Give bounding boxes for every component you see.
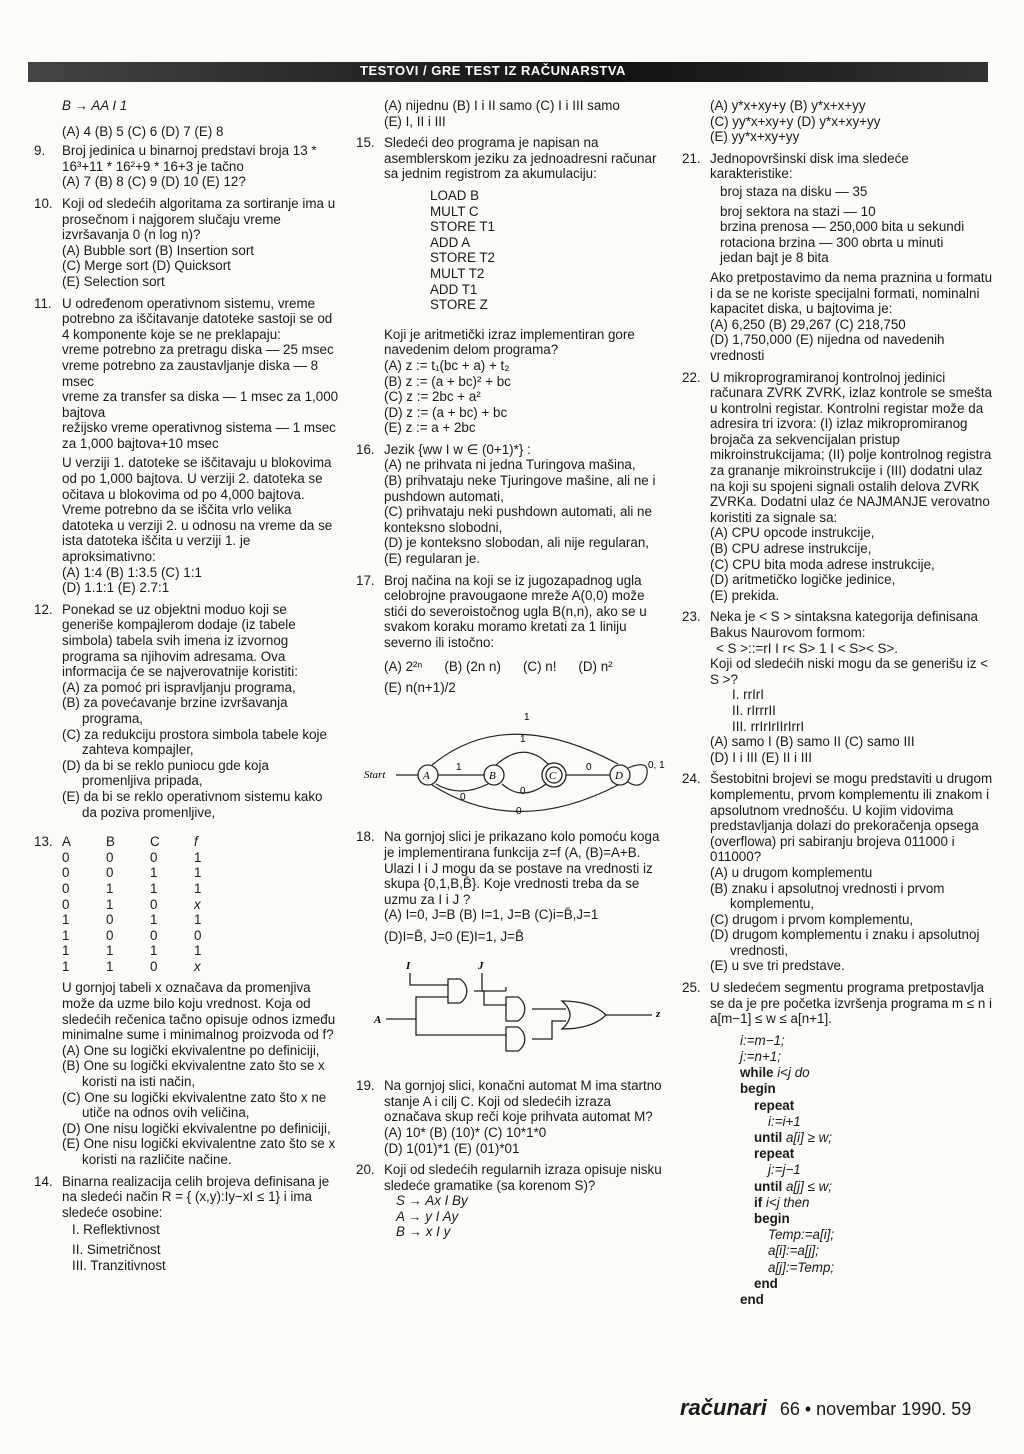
column-3 xyxy=(682,98,994,1314)
option: (C) n! xyxy=(522,658,557,674)
question-text: U gornjoj tabeli x označava da promenjiva može da uzme bilo koju vrednost. Koja od sledećih rečenica tačno opisuje odnos između minimalne sume i minimalnog proizvoda od f? xyxy=(62,980,336,1043)
table-cell: 1 xyxy=(194,865,202,881)
table-cell: 1 xyxy=(150,943,158,959)
list-item: vreme potrebno za zaustavljanje diska — 8 msec xyxy=(62,357,319,389)
question-number: 18. xyxy=(356,829,375,845)
option: (D) je konteksno slobodan, ali nije regularan, xyxy=(384,535,649,551)
edge-label: 0 xyxy=(516,805,522,817)
wire xyxy=(482,973,506,991)
table-cell: 0 xyxy=(106,849,114,865)
table-cell: 0 xyxy=(194,927,202,943)
list-item: broj sektora na stazi — 10 xyxy=(720,203,876,219)
output-label-z: z xyxy=(656,1007,661,1020)
column-1 xyxy=(34,98,340,1279)
table-row xyxy=(62,959,238,975)
code-line: LOAD B xyxy=(430,187,480,203)
table-row xyxy=(62,943,238,959)
or-gate xyxy=(562,1001,606,1029)
table-cell: 1 xyxy=(106,880,114,896)
question-text-2: U verziji 1. datoteke se iščitavaju u blokovima od po 1,000 bajtova. U verziji 2. datoteka se očitava u blokovima od po 4,000 bajtova. Vreme potrebno da se iščita vrlo velika datoteka u verziji 2. u odnosu na vreme da se ista datoteka iščita u verziji 1. je aproksimativno: xyxy=(62,455,333,565)
table-cell: 1 xyxy=(150,865,158,881)
question-number: 17. xyxy=(356,572,375,588)
table-cell: 1 xyxy=(194,943,202,959)
table-cell: 0 xyxy=(150,958,158,974)
option: (B) prihvataju neke Tjuringove mašine, ali ne i pushdown automati, xyxy=(384,473,656,504)
wire xyxy=(474,991,506,1005)
wire xyxy=(416,1019,506,1035)
top-options: (A) 4 (B) 5 (C) 6 (D) 7 (E) 8 xyxy=(62,123,224,139)
option: (B) One su logički ekvivalentne zato što se x koristi na isti način, xyxy=(62,1058,325,1090)
code-line: Temp:=a[i]; xyxy=(768,1227,835,1243)
list-item: režijsko vreme operativnog sistema — 1 msec za 1,000 bajtova+10 msec xyxy=(62,420,336,451)
option: (E) da bi se reklo operativnom sistemu kako da poziva promenljive, xyxy=(62,788,323,820)
grammar-rule: S → Ax I By xyxy=(396,1193,468,1209)
table-cell: 1 xyxy=(62,912,70,928)
option: (D) I i III (E) II i III xyxy=(710,749,812,765)
question-options: (A) 7 (B) 8 (C) 9 (D) 10 (E) 12? xyxy=(62,174,246,190)
wire xyxy=(386,997,448,1019)
question-number: 11. xyxy=(34,295,52,311)
code-line: end xyxy=(754,1275,778,1291)
option: (C) Merge sort (D) Quicksort xyxy=(62,258,231,274)
option: (E) regularan je. xyxy=(384,551,481,567)
option: (E) prekida. xyxy=(710,587,780,603)
question-23 xyxy=(682,609,994,765)
question-number: 25. xyxy=(682,980,701,996)
logic-circuit-diagram xyxy=(356,957,666,1067)
question-19 xyxy=(356,1078,666,1156)
table-cell: 1 xyxy=(106,943,114,959)
question-number: 23. xyxy=(682,609,701,625)
table-cell: 0 xyxy=(62,896,70,912)
edge-label: 0, 1 xyxy=(648,759,665,771)
question-text: U mikroprogramiranoj kontrolnoj jedinici računara ZVRK ZVRK, izlaz kontrole se smešta u kontrolni registar. Kontrolni registar može da adresira tri izvora: (I) izlaz mikropromiranog brojača za sekvencijalan pristup mikroinstrukcijama; (II) polje kontrolnog registra za grananje mikroinstrukcije i (III) dodatni ulaz na koji su spojeni signali ostalih delova ZVRK ZVRKa. Dodatni ulaz će NAJMANJE verovatno koristiti za signale sa: xyxy=(710,369,993,525)
question-text: Koji od sledećih regularnih izraza opisuje nisku sledeće gramatike (sa korenom S)? xyxy=(384,1162,662,1193)
start-label: Start xyxy=(364,768,386,781)
edge-label: 0 xyxy=(520,785,526,797)
code-line: begin xyxy=(740,1081,776,1097)
option-row xyxy=(384,659,666,675)
assembly-code xyxy=(384,188,666,313)
page-footer xyxy=(680,1395,972,1420)
question-text: Sledeći deo programa je napisan na asemblerskom jeziku za jednoadresni računar sa jednim registrom za akumulaciju: xyxy=(384,135,657,182)
list-item: I. Reflektivnost xyxy=(72,1222,160,1238)
question-text: Na gornjoj slici, konačni automat M ima startno stanje A i cilj C. Koji od sledećih izraza označava skup reči koje prihvata automat M? xyxy=(384,1078,662,1125)
list-item: brzina prenosa — 250,000 bita u sekundi xyxy=(720,219,965,235)
wire xyxy=(532,1021,566,1039)
and-gate-2 xyxy=(506,997,525,1021)
option: (E) Selection sort xyxy=(62,273,165,289)
question-text-2: Koji od sledećih niski mogu da se generišu iz < S >? xyxy=(710,656,989,687)
list-item: rotaciona brzina — 300 obrta u minuti xyxy=(720,234,944,250)
grammar-rule: A → y I Ay xyxy=(396,1208,459,1224)
option: (D)I=B̄, J=0 (E)I=1, J=B̄ xyxy=(384,928,524,944)
code-line: a[j]:=Temp; xyxy=(768,1259,835,1275)
code-line: ADD T1 xyxy=(430,281,478,297)
code-line: STORE T1 xyxy=(430,219,495,235)
option: (B) za povećavanje brzine izvršavanja programa, xyxy=(62,695,288,726)
question-text: Broj jedinica u binarnoj predstavi broja 13 * 16³+11 * 16²+9 * 16+3 je tačno xyxy=(62,143,317,174)
list-item: III. Tranzitivnost xyxy=(72,1257,166,1273)
table-cell: 0 xyxy=(106,927,114,943)
and-gate-3 xyxy=(506,1027,525,1051)
option: (A) Bubble sort (B) Insertion sort xyxy=(62,242,255,258)
option: (A) I=0, J=B (B) I=1, J=B (C)i=B̄,J=1 xyxy=(384,907,599,923)
question-number: 15. xyxy=(356,135,375,151)
table-cell: 0 xyxy=(150,849,158,865)
option: (D) 1.1:1 (E) 2.7:1 xyxy=(62,580,170,596)
option: (B) z := (a + bc)² + bc xyxy=(384,373,511,389)
question-number: 9. xyxy=(34,143,46,159)
magazine-logo: računari xyxy=(680,1395,767,1420)
option: (A) za pomoć pri ispravljanju programa, xyxy=(62,679,296,695)
list-item: broj staza na disku — 35 xyxy=(720,183,868,199)
option: (A) CPU opcode instrukcije, xyxy=(710,525,875,541)
question-14 xyxy=(34,1174,340,1274)
code-line: j:=j−1 xyxy=(768,1162,801,1178)
option: (A) ne prihvata ni jedna Turingova mašina, xyxy=(384,457,636,473)
table-cell: 1 xyxy=(194,849,202,865)
input-label-i: I xyxy=(406,959,411,972)
option: (A) samo I (B) samo II (C) samo III xyxy=(710,734,915,750)
option: (D) One nisu logički ekvivalentne po definiciji, xyxy=(62,1120,331,1136)
option: (A) 10* (B) (10)* (C) 10*1*0 xyxy=(384,1124,547,1140)
question-text: Broj načina na koji se iz jugozapadnog ugla celobrojne pravougaone mreže A(0,0) može stići do severoistočnog ugla B(n,n), ako se u svakom koraku moramo kretati za 1 liniju severno ili istočno: xyxy=(384,572,647,650)
question-20 xyxy=(356,1162,666,1240)
edge-label: 1 xyxy=(524,711,530,723)
code-line: ADD A xyxy=(430,234,471,250)
table-row xyxy=(62,912,238,928)
list-item: II. rIrrrII xyxy=(732,702,776,718)
option: (A) One su logički ekvivalentne po definiciji, xyxy=(62,1042,320,1058)
code-line: end xyxy=(740,1292,764,1308)
table-row xyxy=(62,850,238,866)
table-cell: 1 xyxy=(106,896,114,912)
top-option: (C) yy*x+xy+y (D) y*x+xy+yy xyxy=(710,113,881,129)
question-number: 22. xyxy=(682,369,701,385)
question-number: 13. xyxy=(34,834,53,850)
question-number: 12. xyxy=(34,601,53,617)
table-header: C xyxy=(150,834,160,850)
question-12 xyxy=(34,602,340,820)
question-number: 19. xyxy=(356,1078,375,1094)
question-text: Jednopovršinski disk ima sledeće karakteristike: xyxy=(710,150,909,182)
top-option: (E) yy*x+xy+yy xyxy=(710,129,800,145)
question-text: Binarna realizacija celih brojeva definisana je na sledeći način R = { (x,y):Iy−xI ≤ 1} i ima sledeće osobine: xyxy=(62,1173,330,1220)
bnf-rule: < S >::=rI I r< S> 1 I < S>< S>. xyxy=(716,640,898,656)
table-row xyxy=(62,928,238,944)
question-11 xyxy=(34,296,340,596)
code-line: STORE T2 xyxy=(430,250,495,266)
table-cell: 0 xyxy=(150,927,158,943)
question-number: 16. xyxy=(356,441,375,457)
question-text: Jezik {ww I w ∈ (0+1)*} : xyxy=(384,441,531,457)
option: (D) da bi se reklo puniocu gde koja promenljiva pripada, xyxy=(62,757,269,789)
code-line: begin xyxy=(754,1211,790,1227)
top-expression: B → AA I 1 xyxy=(62,98,128,113)
list-item: I. rrIrI xyxy=(732,687,764,703)
option: (C) z := 2bc + a² xyxy=(384,389,481,405)
option: (D) 1(01)*1 (E) (01)*01 xyxy=(384,1140,520,1156)
option: (C) CPU bita moda adrese instrukcije, xyxy=(710,556,935,572)
option: (D) drugom komplementu i znaku i apsolutnoj vrednosti, xyxy=(710,927,980,958)
question-text: U sledećem segmentu programa pretpostavlja se da je pre početka izvršenja programa m ≤ n i a[m−1] ≤ w ≤ a[n+1]. xyxy=(710,980,992,1027)
question-text: Na gornjoj slici je prikazano kolo pomoću koga je implementirana funkcija z=f (A, (B)=A+B. Ulazi I i J mogu da se postave na vrednosti iz skupa {0,1,B,B̄}. Koje vrednosti treba da se uzmu za I i J ? xyxy=(384,829,660,907)
table-cell: 0 xyxy=(106,912,114,928)
question-25 xyxy=(682,980,994,1308)
question-16 xyxy=(356,442,666,567)
table-row xyxy=(62,897,238,913)
question-number: 10. xyxy=(34,195,53,211)
option: (C) drugom i prvom komplementu, xyxy=(710,911,914,927)
code-line: a[i]:=a[j]; xyxy=(768,1243,819,1259)
table-cell: 0 xyxy=(62,880,70,896)
table-cell: 0 xyxy=(62,849,70,865)
pascal-code xyxy=(710,1033,994,1308)
code-line: i:=m−1; xyxy=(740,1032,785,1048)
edge-label: 1 xyxy=(456,761,462,773)
truth-table xyxy=(62,834,238,974)
option: (D) n² xyxy=(578,658,613,674)
top-option: (E) I, II i III xyxy=(384,113,446,129)
table-cell: 1 xyxy=(62,943,70,959)
state-d-label: D xyxy=(615,769,623,782)
code-line: STORE Z xyxy=(430,297,488,313)
table-cell: 0 xyxy=(106,865,114,881)
code-line: until a[j] ≤ w; xyxy=(754,1178,833,1194)
top-option: (A) nijednu (B) I i II samo (C) I i III samo xyxy=(384,98,620,113)
option: (A) u drugom komplementu xyxy=(710,864,873,880)
question-text-2: Koji je aritmetički izraz implementiran gore navedenim delom programa? xyxy=(384,326,635,358)
option: (E) One nisu logički ekvivalentne zato što se x koristi na različite načine. xyxy=(62,1136,336,1167)
code-line: MULT C xyxy=(430,203,479,219)
code-line: while i<j do xyxy=(740,1065,810,1081)
option: (C) za redukciju prostora simbola tabele koje zahteva kompajler, xyxy=(62,726,327,758)
question-9 xyxy=(34,143,340,190)
question-number: 20. xyxy=(356,1162,375,1178)
question-number: 14. xyxy=(34,1173,53,1189)
table-header: A xyxy=(62,834,71,850)
question-21 xyxy=(682,151,994,364)
table-cell: 1 xyxy=(62,927,70,943)
question-17 xyxy=(356,573,666,696)
table-cell: x xyxy=(194,958,201,974)
option: (A) 2²ⁿ xyxy=(384,658,423,674)
issue-and-page: 66 • novembar 1990. 59 xyxy=(779,1399,972,1419)
edge-b-a xyxy=(436,784,488,791)
code-line: MULT T2 xyxy=(430,265,485,281)
state-b-label: B xyxy=(489,769,496,782)
question-text: Ponekad se uz objektni moduo koji se generiše kompajlerom dodaje (iz tabele simbola) tabela svih imena iz izvornog programa sa njihovim adresama. Ova informacija će se najverovatnije koristiti: xyxy=(62,601,298,680)
code-line: repeat xyxy=(754,1146,795,1162)
question-text: Šestobitni brojevi se mogu predstaviti u drugom komplementu, prvom komplementu ili znakom i apsolutnom vrednošću. U kojim vidovima predstavljanja dolazi do prekoračenja opsega (overflowa) pri sabiranju brojeva 011000 i 011000? xyxy=(710,771,993,865)
input-label-j: J xyxy=(478,959,484,972)
state-a-label: A xyxy=(423,769,430,782)
question-10 xyxy=(34,196,340,290)
list-item: III. rrIrIrIIrIrrI xyxy=(732,718,805,734)
option: (D) aritmetičko logičke jedinice, xyxy=(710,572,896,588)
list-item: jedan bajt je 8 bita xyxy=(720,250,829,266)
automaton-diagram xyxy=(356,708,666,818)
option: (A) 6,250 (B) 29,267 (C) 218,750 xyxy=(710,316,906,332)
option: (B) CPU adrese instrukcije, xyxy=(710,541,872,557)
table-cell: 1 xyxy=(150,880,158,896)
table-row xyxy=(62,881,238,897)
option: (C) One su logički ekvivalentne zato što x ne utiče na odnos ovih veličina, xyxy=(62,1089,327,1121)
header-title: TESTOVI / GRE TEST IZ RAČUNARSTVA xyxy=(360,63,626,78)
option: (E) z := a + 2bc xyxy=(384,420,476,436)
table-cell: 1 xyxy=(194,880,202,896)
option: (A) z := t₁(bc + a) + t₂ xyxy=(384,357,510,373)
self-loop-d xyxy=(628,764,647,785)
option: (A) 1:4 (B) 1:3.5 (C) 1:1 xyxy=(62,564,202,580)
question-15 xyxy=(356,135,666,436)
question-24 xyxy=(682,771,994,974)
input-label-a: A xyxy=(374,1013,382,1026)
question-text-2: Ako pretpostavimo da nema praznina u formatu i da se ne koriste specijalni formati, nominalni kapacitet diska, u bajtovima je: xyxy=(710,269,993,317)
edge-label: 0 xyxy=(460,791,466,803)
edge-b-c-top xyxy=(496,752,548,765)
question-18 xyxy=(356,829,666,944)
code-line: j:=n+1; xyxy=(740,1049,781,1065)
table-cell: 1 xyxy=(150,912,158,928)
column-2 xyxy=(356,98,666,1246)
option: (E) n(n+1)/2 xyxy=(384,680,456,696)
option: (D) 1,750,000 (E) nijedna od navedenih vrednosti xyxy=(710,332,945,363)
table-cell: 1 xyxy=(194,912,202,928)
wire xyxy=(410,973,448,985)
code-line: if i<j then xyxy=(754,1194,810,1210)
question-13 xyxy=(34,834,340,1167)
edge-label: 1 xyxy=(520,733,526,745)
table-row xyxy=(62,865,238,881)
code-line: repeat xyxy=(754,1097,795,1113)
top-option: (A) y*x+xy+y (B) y*x+x+yy xyxy=(710,98,866,113)
table-cell: x xyxy=(194,896,201,912)
table-cell: 0 xyxy=(150,896,158,912)
code-line: until a[i] ≥ w; xyxy=(754,1130,833,1146)
question-number: 24. xyxy=(682,771,701,787)
edge-label: 0 xyxy=(586,761,592,773)
state-c-label: C xyxy=(549,769,557,782)
table-cell: 0 xyxy=(62,865,70,881)
option: (E) u sve tri predstave. xyxy=(710,958,845,974)
option: (D) z := (a + bc) + bc xyxy=(384,404,508,420)
list-item: vreme potrebno za pretragu diska — 25 msec xyxy=(62,342,334,358)
table-header: B xyxy=(106,834,115,850)
option: (B) znaku i apsolutnoj vrednosti i prvom komplementu, xyxy=(710,880,945,912)
question-22 xyxy=(682,370,994,604)
question-number: 21. xyxy=(682,150,701,166)
table-cell: 1 xyxy=(62,958,70,974)
grammar-rule: B → x I y xyxy=(396,1224,451,1240)
table-header: f xyxy=(194,834,198,850)
question-text: Koji od sledećih algoritama za sortiranje ima u prosečnom i najgorem slučaju vreme izvršavanja 0 (n log n)? xyxy=(62,195,336,243)
list-item: vreme za transfer sa diska — 1 msec za 1,000 bajtova xyxy=(62,389,339,420)
and-gate-1 xyxy=(448,979,467,1003)
code-line: i:=i+1 xyxy=(768,1113,801,1129)
list-item: II. Simetričnost xyxy=(72,1241,161,1257)
option: (C) prihvataju neki pushdown automati, ali ne konteksno slobodni, xyxy=(384,504,652,535)
table-cell: 1 xyxy=(106,958,114,974)
question-text: U određenom operativnom sistemu, vreme potrebno za iščitavanje datoteke sastoji se od 4 komponente koje se ne preklapaju: xyxy=(62,295,333,342)
option: (B) (2n n) xyxy=(444,658,501,674)
question-text: Neka je < S > sintaksna kategorija definisana Bakus Naurovom formom: xyxy=(710,609,978,640)
